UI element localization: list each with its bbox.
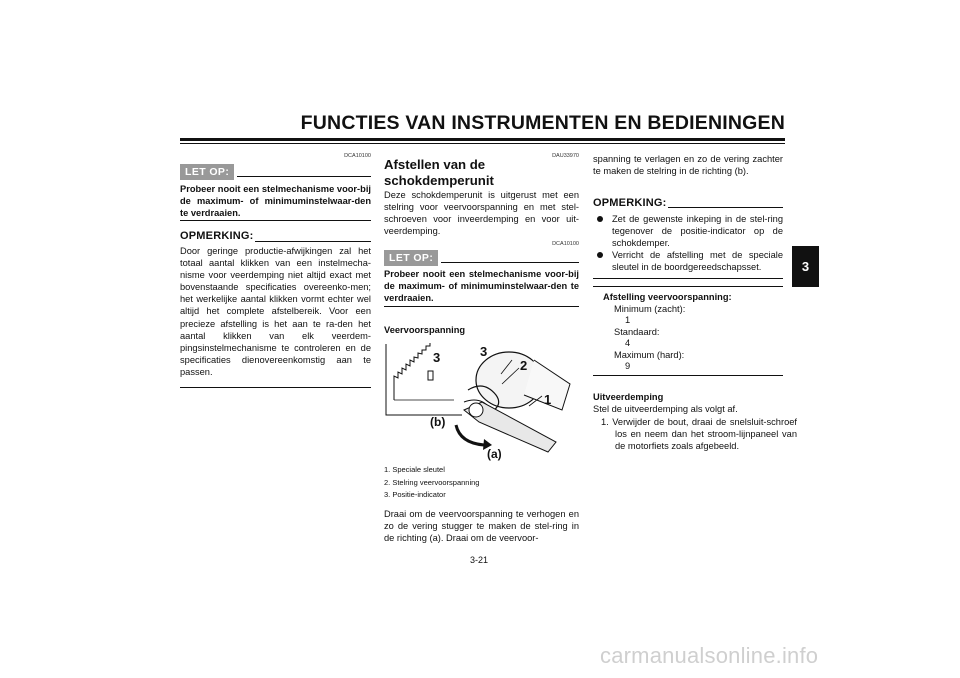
- note-label: OPMERKING:: [180, 230, 254, 242]
- caution-rule-2: [441, 262, 579, 263]
- figure-callout-1: 1: [544, 392, 552, 407]
- chapter-tab: 3: [792, 246, 819, 287]
- caution-badge: LET OP:: [180, 164, 234, 180]
- page-number: 3-21: [470, 555, 489, 565]
- figure-callout-3b: 3: [480, 344, 488, 359]
- section-intro: Deze schokdemperunit is uitgerust met een stelring voor veervoorspanning en met stel-schroeven voor inveerdemping en voor uit-veerdemping.: [384, 190, 579, 237]
- section-code: DAU33970: [552, 153, 579, 159]
- spec-title: Afstelling veervoorspanning:: [603, 292, 732, 302]
- caution-label-2: [384, 248, 438, 266]
- note-end-rule: [180, 387, 371, 388]
- spec-min-label: Minimum (zacht):: [614, 303, 686, 314]
- caution-end-rule-2: [384, 306, 579, 307]
- spec-min-value: 1: [625, 315, 631, 325]
- continued-text: spanning te verlagen en zo de vering zachter te maken de stelring in de richting (b).: [593, 154, 783, 177]
- watermark: carmanualsonline.info: [600, 643, 819, 668]
- figure-callout-2: 2: [520, 358, 528, 373]
- legend-item: 3. Positie-indicator: [384, 490, 446, 499]
- shock-absorber-figure: [384, 340, 579, 463]
- spec-max-value: 9: [625, 361, 631, 371]
- header-rule-thin: [180, 143, 785, 144]
- bullet-item: Verricht de afstelling met de speciale sleutel in de boordgereedschapsset.: [593, 249, 783, 273]
- legend-item: 1. Speciale sleutel: [384, 465, 445, 474]
- figure-callout-3a: 3: [433, 350, 441, 365]
- caution-text: Probeer nooit een stelmechanisme voor-bij de maximum- of minimuminstelwaar-den te verdraaien.: [180, 184, 371, 219]
- note-bullets: [593, 213, 783, 273]
- notch-profile: [394, 343, 430, 400]
- note-text: Door geringe productie-afwijkingen zal het totaal aantal klikken van een instelmecha-nisme voor veerdemping niet altijd exact met bovenstaande specificaties overeenko-men; het werkelijke aantal klikken vormt echter wel altijd het complete afstelbereik. Voor een precieze afstelling is het aan te ra-den het aantal klikken van elk veerdem-pingsinstelmechanisme te controleren en de specificaties dienovereenkomstig aan te passen.: [180, 246, 371, 377]
- note-label-2: OPMERKING:: [593, 197, 667, 209]
- veervoorspanning-text: Draai om de veervoorspanning te verhogen en zo de vering stugger te maken de stel-ring in de richting (a). Draai om de veervoor-: [384, 509, 579, 544]
- header-rule: [180, 138, 785, 141]
- note-end-rule-2: [593, 278, 783, 279]
- caution-code: DCA10100: [344, 153, 371, 159]
- section-heading-line1: Afstellen van de: [384, 157, 486, 172]
- figure-direction-b: (b): [430, 415, 446, 429]
- caution-text-2: Probeer nooit een stelmechanisme voor-bij de maximum- of minimuminstelwaar-den te verdraaien.: [384, 269, 579, 304]
- figure-illustration: [384, 340, 579, 463]
- spec-std-value: 4: [625, 338, 631, 348]
- caution-end-rule: [180, 220, 371, 221]
- step-1: 1. Verwijder de bout, draai de snelsluit-schroef los en neem dan het stroom-lijnpaneel van de motorfiets zoals afgebeeld.: [601, 417, 797, 452]
- caution-rule: [237, 176, 371, 177]
- figure-direction-a: (a): [487, 447, 502, 461]
- indicator-detail: [428, 371, 433, 380]
- bullet-item: Zet de gewenste inkeping in de stel-ring tegenover de positie-indicator op de schokdemper.: [593, 213, 783, 249]
- caution-label: [180, 162, 234, 180]
- figure-legend: [384, 464, 579, 502]
- bullet-icon: [597, 216, 603, 222]
- caution-badge-2: LET OP:: [384, 250, 438, 266]
- subheading-veervoorspanning: Veervoorspanning: [384, 325, 466, 335]
- detail-frame: [386, 344, 462, 415]
- rotation-arrow: [456, 425, 484, 445]
- note-rule-2: [668, 207, 783, 208]
- section-heading-line2: schokdemperunit: [384, 173, 494, 188]
- spec-std-label: Standaard:: [614, 326, 660, 337]
- bullet-icon: [597, 252, 603, 258]
- caution-code-2: DCA10100: [552, 241, 579, 247]
- page-header-title: FUNCTIES VAN INSTRUMENTEN EN BEDIENINGEN: [300, 112, 785, 134]
- uitveerdemping-intro: Stel de uitveerdemping als volgt af.: [593, 404, 738, 414]
- legend-item: 2. Stelring veervoorspanning: [384, 477, 480, 487]
- section-heading: [384, 157, 579, 189]
- note-rule: [255, 241, 371, 242]
- spec-max-label: Maximum (hard):: [614, 349, 685, 360]
- spec-box: [593, 286, 783, 376]
- subheading-uitveerdemping: Uitveerdemping: [593, 392, 664, 402]
